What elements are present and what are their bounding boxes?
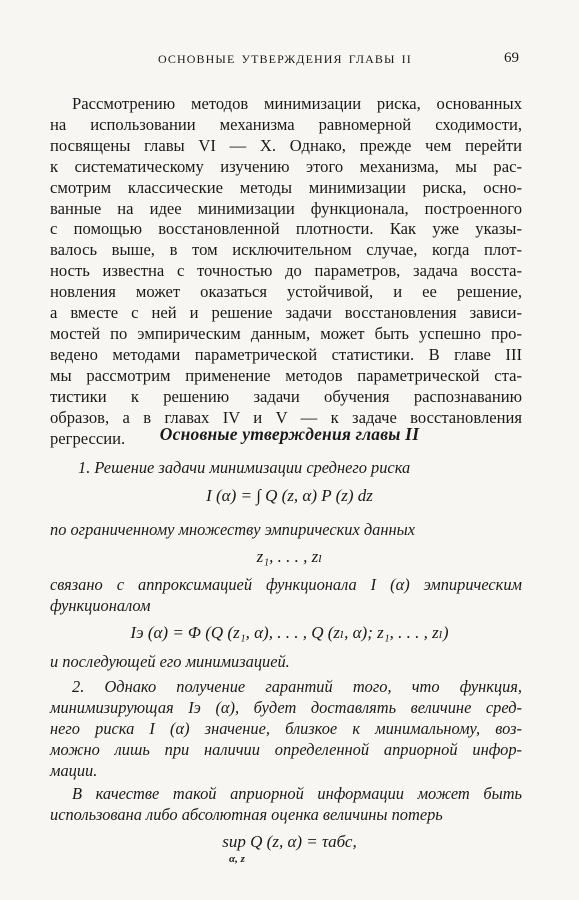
text-minimization: и последующей его минимизацией. — [50, 652, 290, 671]
paragraph-line: минимизирующая Iэ (α), будет доставлять величине сред- — [50, 698, 522, 717]
paragraph-line: можно лишь при наличии определенной априорной инфор- — [50, 740, 522, 759]
formula-supremum-subscript: α, z — [229, 853, 245, 865]
text-approximation-line1: связано с аппроксимацией функционала I (α) эмпирическим — [50, 575, 522, 594]
paragraph-line: тистики к решению задачи обучения распознаванию — [50, 386, 522, 406]
paragraph-line: образов, а в главах IV и V — к задаче восстановления — [50, 407, 522, 427]
running-head-title: ОСНОВНЫЕ УТВЕРЖДЕНИЯ ГЛАВЫ II — [158, 52, 412, 66]
formula-empirical-functional: Iэ (α) = Φ (Q (z₁, α), . . . , Q (zₗ, α); z₁, . . . , zₗ) — [130, 623, 449, 642]
paragraph-line: новления может оказаться устойчивой, и ее решение, — [50, 282, 522, 302]
formula-average-risk: I (α) = ∫ Q (z, α) P (z) dz — [206, 486, 373, 505]
paragraph-line: него риска I (α) значение, близкое к минимальному, воз- — [50, 719, 522, 738]
paragraph-line: ведено методами параметрической статистики. В главе III — [50, 344, 522, 364]
item-3-paragraph — [50, 783, 522, 825]
text-bounded-data: по ограниченному множеству эмпирических данных — [50, 520, 415, 539]
formula-supremum: sup Q (z, α) = τабс, — [222, 832, 357, 851]
formula-data-set: z₁, . . . , zₗ — [256, 547, 323, 566]
paragraph-line: Рассмотрению методов минимизации риска, основанных — [72, 94, 522, 113]
paragraph-line: ванные на идее минимизации функционала, построенного — [50, 198, 522, 218]
paragraph-line: ность известна с точностью до параметров, задача восста- — [50, 261, 522, 281]
section-title: Основные утверждения главы II — [159, 424, 420, 444]
item-2-paragraph — [50, 676, 522, 781]
paragraph-line: использована либо абсолютная оценка величины потерь — [50, 805, 443, 824]
paragraph-line: а вместе с ней и решение задачи восстановления зависи- — [50, 303, 522, 323]
paragraph-line: мостей по эмпирическим данным, может быть успешно про- — [50, 323, 522, 343]
paragraph-line: 2. Однако получение гарантий того, что функция, — [72, 677, 522, 696]
paragraph-line: валось выше, в том исключительном случае, когда плот- — [50, 240, 522, 260]
paragraph-line: на использовании механизма равномерной сходимости, — [50, 114, 522, 134]
intro-paragraph — [50, 94, 522, 449]
paragraph-line: с помощью восстановленной плотности. Как уже указы- — [50, 219, 522, 239]
paragraph-line: мы рассмотрим применение методов параметрической ста- — [50, 365, 522, 385]
page-number: 69 — [504, 50, 519, 66]
paragraph-line: мации. — [50, 761, 98, 780]
paragraph-line: к систематическому изучению этого механизма, мы рас- — [50, 156, 522, 176]
paragraph-line: регрессии. — [50, 428, 126, 448]
running-head — [0, 50, 579, 70]
paragraph-line: смотрим классические методы минимизации риска, осно- — [50, 177, 522, 197]
item-1-lead: 1. Решение задачи минимизации среднего риска — [78, 458, 411, 477]
paragraph-line: В качестве такой априорной информации может быть — [72, 784, 522, 803]
paragraph-line: посвящены главы VI — X. Однако, прежде чем перейти — [50, 135, 522, 155]
text-approximation-line2: функционалом — [50, 596, 151, 615]
